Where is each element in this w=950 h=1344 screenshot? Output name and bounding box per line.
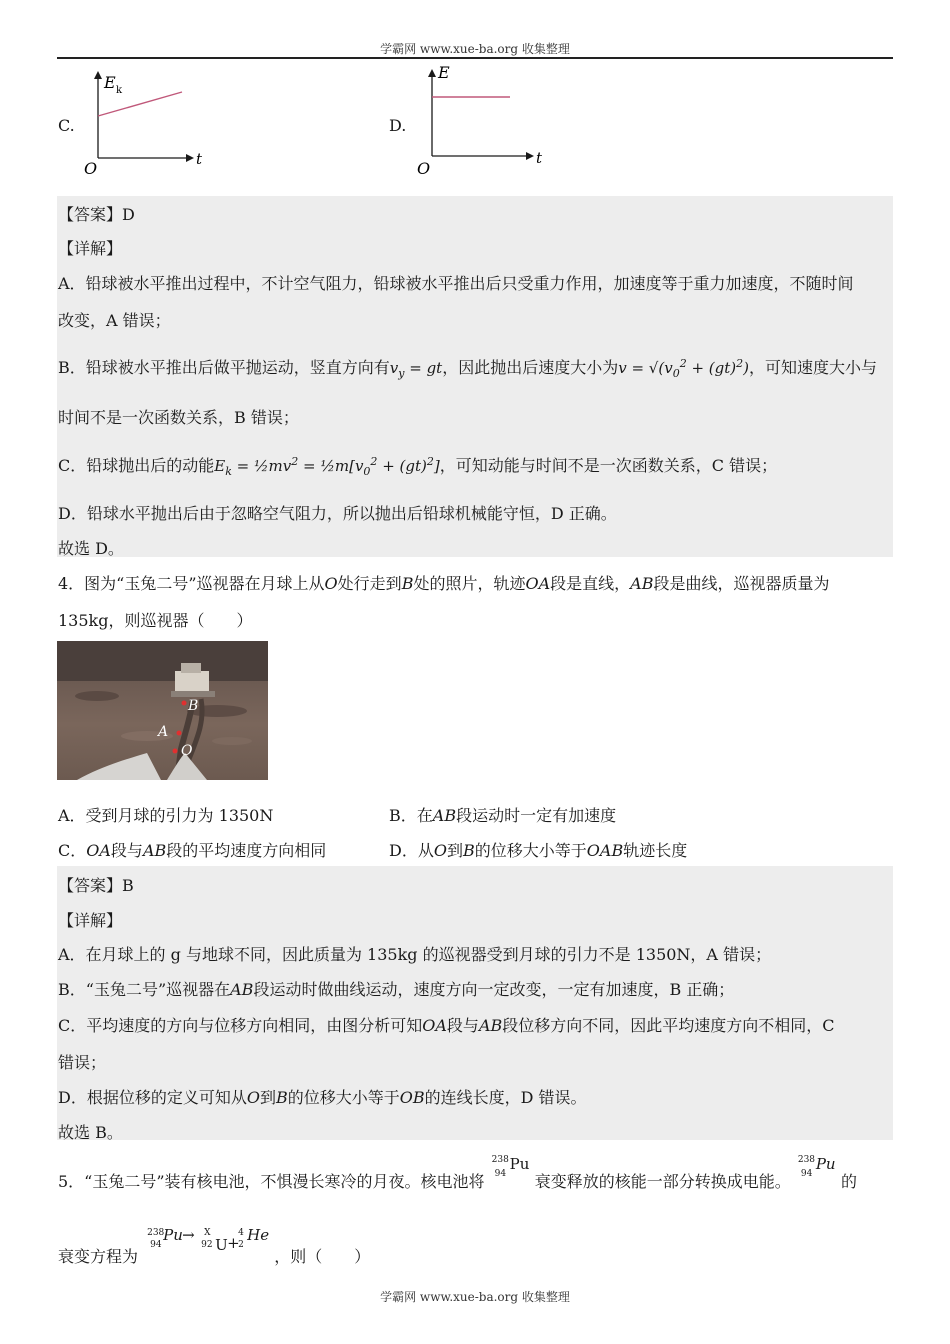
q3-detail-c-line1: C．铅球抛出后的动能$E_k$ = $\frac{1}{2}mv^2$ = $\frac{1}{2}m[v_0^2 + (gt)^2]$，可知动能与时间不是一次函数关系，C 错误； [58,455,778,478]
graph-d-y-label: E [438,63,450,82]
q4-detail-c-line1: C．平均速度的方向与位移方向相同，由图分析可知OA段与AB段位移方向不同，因此平均速度方向不相同，C [58,1016,835,1035]
q3-detail-a-line1: A．铅球被水平推出过程中，不计空气阻力，铅球被水平推出后只受重力作用，加速度等于重力加速度，不随时间 [58,274,854,293]
q4-stem-line1: 4．图为“玉兔二号”巡视器在月球上从O处行走到B处的照片，轨迹OA段是直线，AB段是曲线，巡视器质量为 [58,574,830,593]
q4-option-c: C．OA段与AB段的平均速度方向相同 [58,841,327,860]
q4-answer: 【答案】B [58,876,134,895]
q3-detail-d-line1: D．铅球水平抛出后由于忽略空气阻力，所以抛出后铅球机械能守恒，D 正确。 [58,504,617,523]
q3-answer: 【答案】D [58,205,135,224]
decay-equation: 238 94 Pu → X 92 U + 4 2 He [147,1226,270,1254]
photo-label-o: O [181,743,193,759]
q5-stem-line2: 衰变方程为 238 94 Pu → X 92 U + 4 2 He ，则（ ） [58,1226,371,1266]
graph-c-line [98,92,182,116]
graph-c-ek-vs-t [80,66,210,178]
q4-detail-d: D．根据位移的定义可知从O到B的位移大小等于OB的连线长度，D 错误。 [58,1088,587,1107]
formula-v-magnitude: $v = √(v_0^2 + (gt)^2)$ [618,357,749,380]
q3-conclusion: 故选 D。 [58,539,124,558]
photo-label-a: A [158,724,169,740]
q4-option-b: B．在AB段运动时一定有加速度 [389,806,617,825]
graph-c-y-label: E [104,73,116,92]
photo-label-b: B [188,698,199,714]
q3-detail-heading: 【详解】 [58,239,123,258]
nuclide-pu-1: 238 94 Pu [491,1155,530,1179]
formula-ek: $E_k$ = $\frac{1}{2}mv^2$ = $\frac{1}{2}m[v_0^2 + (gt)^2]$ [214,455,440,478]
graph-d-x-label: t [536,149,543,167]
option-c-label: C. [58,116,75,135]
graph-c-x-label: t [196,150,203,168]
nuclide-pu-2: 238 94 Pu [797,1155,836,1179]
graph-d-origin: O [417,159,431,178]
graph-d-e-vs-t [414,62,554,178]
page-footer: 学霸网 www.xue-ba.org 收集整理 [380,1290,570,1304]
header-divider [57,57,893,59]
arrow-icon: → [182,1226,195,1244]
q4-conclusion: 故选 B。 [58,1123,123,1142]
formula-vy: $v_y$ = gt [389,359,443,380]
q4-option-d: D．从O到B的位移大小等于OAB轨迹长度 [389,841,688,860]
q4-option-a: A．受到月球的引力为 1350N [58,806,274,825]
q4-stem-line2: 135kg，则巡视器（ ） [58,611,253,630]
q4-detail-c-line2: 错误； [58,1053,107,1072]
q3-detail-a-line2: 改变，A 错误； [58,311,171,330]
q4-detail-a: A．在月球上的 g 与地球不同，因此质量为 135kg 的巡视器受到月球的引力不是 1350N，A 错误； [58,945,772,964]
q3-detail-b-line2: 时间不是一次函数关系，B 错误； [58,408,299,427]
q5-stem-line1: 5．“玉兔二号”装有核电池，不惧漫长寒冷的月夜。核电池将 238 94 Pu 衰变释放的核能一部分转换成电能。 238 94 Pu 的 [58,1155,857,1191]
q4-detail-b: B．“玉兔二号”巡视器在AB段运动时做曲线运动，速度方向一定改变，一定有加速度，B 正确； [58,980,735,999]
yutu-rover-photo [57,641,268,780]
graph-c-origin: O [84,159,98,178]
q4-detail-heading: 【详解】 [58,911,123,930]
q3-detail-b-line1: B．铅球被水平推出后做平抛运动，竖直方向有$v_y$ = gt，因此抛出后速度大小为$v = √(v_0^2 + (gt)^2)$，可知速度大小与 [58,357,878,380]
graph-c-y-sub: k [116,85,123,96]
option-d-label: D. [389,116,407,135]
page-header: 学霸网 www.xue-ba.org 收集整理 [380,42,570,56]
